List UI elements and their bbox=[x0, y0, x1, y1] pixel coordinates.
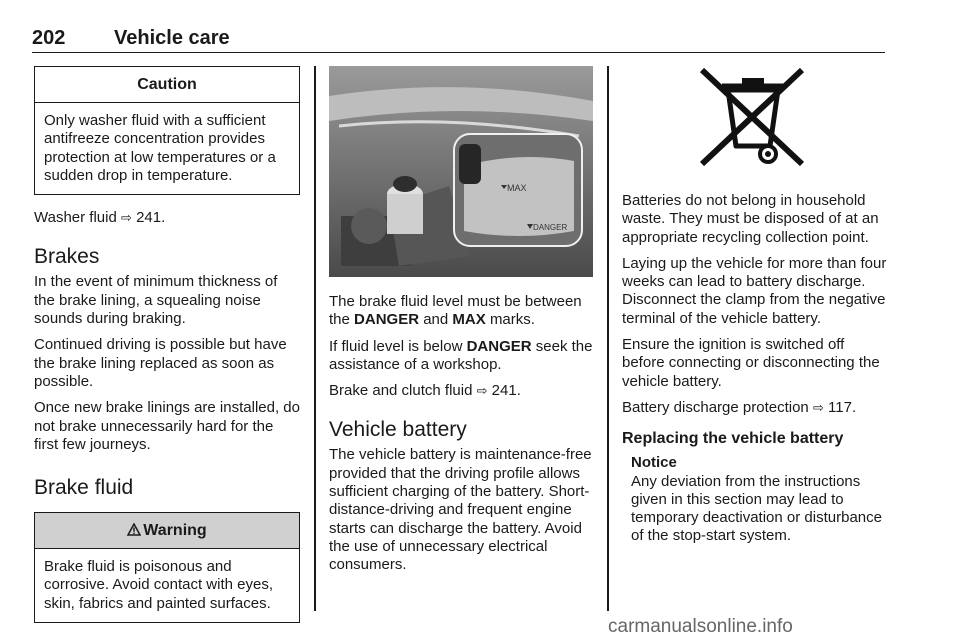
warning-text: Brake fluid is poisonous and corrosive. Avoid contact with eyes, skin, fabrics and painted surfaces. bbox=[44, 558, 273, 612]
page-number: 202 bbox=[32, 27, 66, 49]
battery-paragraph-1: The vehicle battery is maintenance-free provided that the driving profile allows sufficient charging of the battery. Short-distance-driving and frequent engine starts can discharge the battery. Avoid the use of unnecessary electrical consumers. bbox=[329, 446, 592, 574]
notice-text: Any deviation from the instructions given in this section may lead to temporary deactivation or disturbance of the stop-start system. bbox=[631, 472, 882, 545]
column-middle bbox=[329, 66, 593, 583]
brakes-paragraph-1: In the event of minimum thickness of the brake lining, a squealing noise sounds during braking. bbox=[34, 273, 278, 328]
crossed-bin-icon bbox=[698, 66, 806, 168]
max-mark-label: MAX bbox=[507, 183, 527, 193]
reference-arrow-icon: ⇨ bbox=[476, 383, 488, 399]
caution-box bbox=[34, 66, 300, 195]
reference-arrow-icon: ⇨ bbox=[120, 210, 132, 226]
brakes-paragraph-2: Continued driving is possible but have the brake lining replaced as soon as possible. bbox=[34, 336, 287, 390]
clutch-fluid-ref: Brake and clutch fluid ⇨ 241. bbox=[329, 382, 521, 400]
battery-laying-up-paragraph: Laying up the vehicle for more than four weeks can lead to battery discharge. Disconnect the clamp from the negative terminal of the vehicle battery. bbox=[622, 254, 887, 327]
fluid-below-paragraph: If fluid level is below DANGER seek the assistance of a workshop. bbox=[329, 337, 593, 373]
warning-box bbox=[34, 512, 300, 623]
brake-fluid-heading: Brake fluid bbox=[34, 476, 134, 500]
column-left bbox=[34, 66, 300, 637]
brakes-heading: Brakes bbox=[34, 245, 100, 269]
section-title: Vehicle care bbox=[114, 27, 230, 49]
brakes-paragraph-3: Once new brake linings are installed, do not brake unnecessarily hard for the first few journeys. bbox=[34, 399, 300, 453]
discharge-protection-ref: Battery discharge protection ⇨ 117. bbox=[622, 398, 857, 416]
fluid-level-paragraph: The brake fluid level must be between the DANGER and MAX marks. bbox=[329, 293, 582, 329]
battery-ignition-paragraph: Ensure the ignition is switched off before connecting or disconnecting the vehicle battery. bbox=[622, 336, 880, 390]
warning-triangle-icon bbox=[127, 523, 141, 536]
battery-disposal-paragraph: Batteries do not belong in household waste. They must be disposed of at an appropriate recycling collection point. bbox=[622, 192, 879, 246]
notice-title: Notice bbox=[631, 454, 677, 472]
watermark: carmanualsonline.info bbox=[608, 616, 793, 637]
replacing-battery-heading: Replacing the vehicle battery bbox=[622, 430, 844, 448]
notice-block bbox=[622, 454, 888, 545]
brake-fluid-reservoir-photo bbox=[329, 66, 593, 277]
warning-header bbox=[35, 513, 299, 549]
caution-text: Only washer fluid with a sufficient antifreeze concentration provides protection at low temperatures or a sudden drop in temperature. bbox=[44, 112, 276, 184]
page-header bbox=[32, 24, 885, 53]
washer-fluid-ref: Washer fluid ⇨ 241. bbox=[34, 209, 166, 227]
washer-fluid-page-link[interactable]: 241. bbox=[136, 209, 166, 227]
danger-mark-label: DANGER bbox=[533, 223, 568, 232]
reference-arrow-icon: ⇨ bbox=[812, 399, 824, 415]
column-divider-2 bbox=[607, 66, 609, 611]
warning-title: Warning bbox=[143, 522, 207, 540]
column-divider-1 bbox=[314, 66, 316, 611]
caution-title: Caution bbox=[35, 67, 299, 103]
column-right bbox=[622, 66, 888, 546]
clutch-fluid-page-link[interactable]: 241. bbox=[491, 382, 521, 400]
vehicle-battery-heading: Vehicle battery bbox=[329, 418, 467, 442]
discharge-protection-page-link[interactable]: 117. bbox=[828, 398, 857, 416]
